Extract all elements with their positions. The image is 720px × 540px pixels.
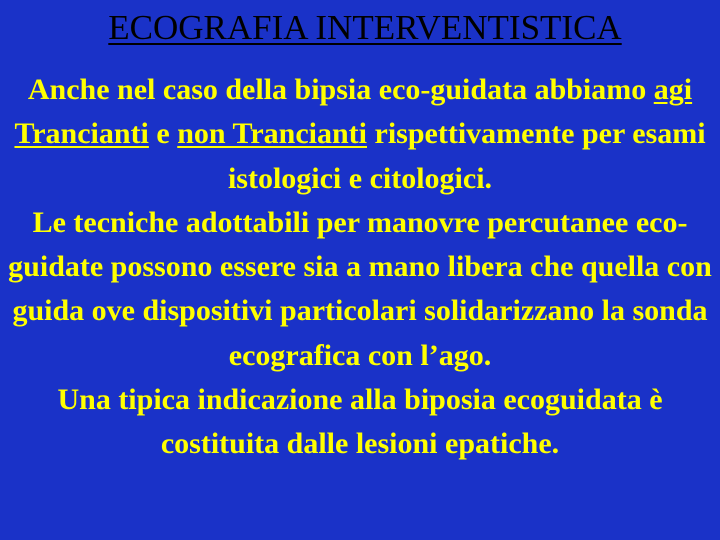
paragraph-biopsy-part1: Anche nel caso della bipsia eco-guidata abbiamo (27, 73, 654, 106)
slide-body (0, 68, 720, 467)
slide-title-text: ECOGRAFIA INTERVENTISTICA (108, 8, 622, 47)
slide-title (0, 2, 720, 54)
underlined-term-non-cutting-needles: non Trancianti (177, 117, 368, 151)
paragraph-biopsy-part2: e (148, 117, 178, 151)
underlined-term-cutting-needles: agi Trancianti (14, 73, 693, 151)
paragraph-indication: Una tipica indicazione alla biposia ecoguidata è costituita dalle lesioni epatiche. (57, 383, 663, 461)
paragraph-biopsy (0, 68, 720, 201)
paragraph-biopsy-part3: rispettivamente per esami istologici e citologici. (227, 117, 706, 195)
paragraph-techniques: Le tecniche adottabili per manovre percutanee eco-guidate possono essere sia a mano libera che quella con guida ove dispositivi particolari solidarizzano la sonda ecografica con l’ago. (8, 205, 712, 372)
